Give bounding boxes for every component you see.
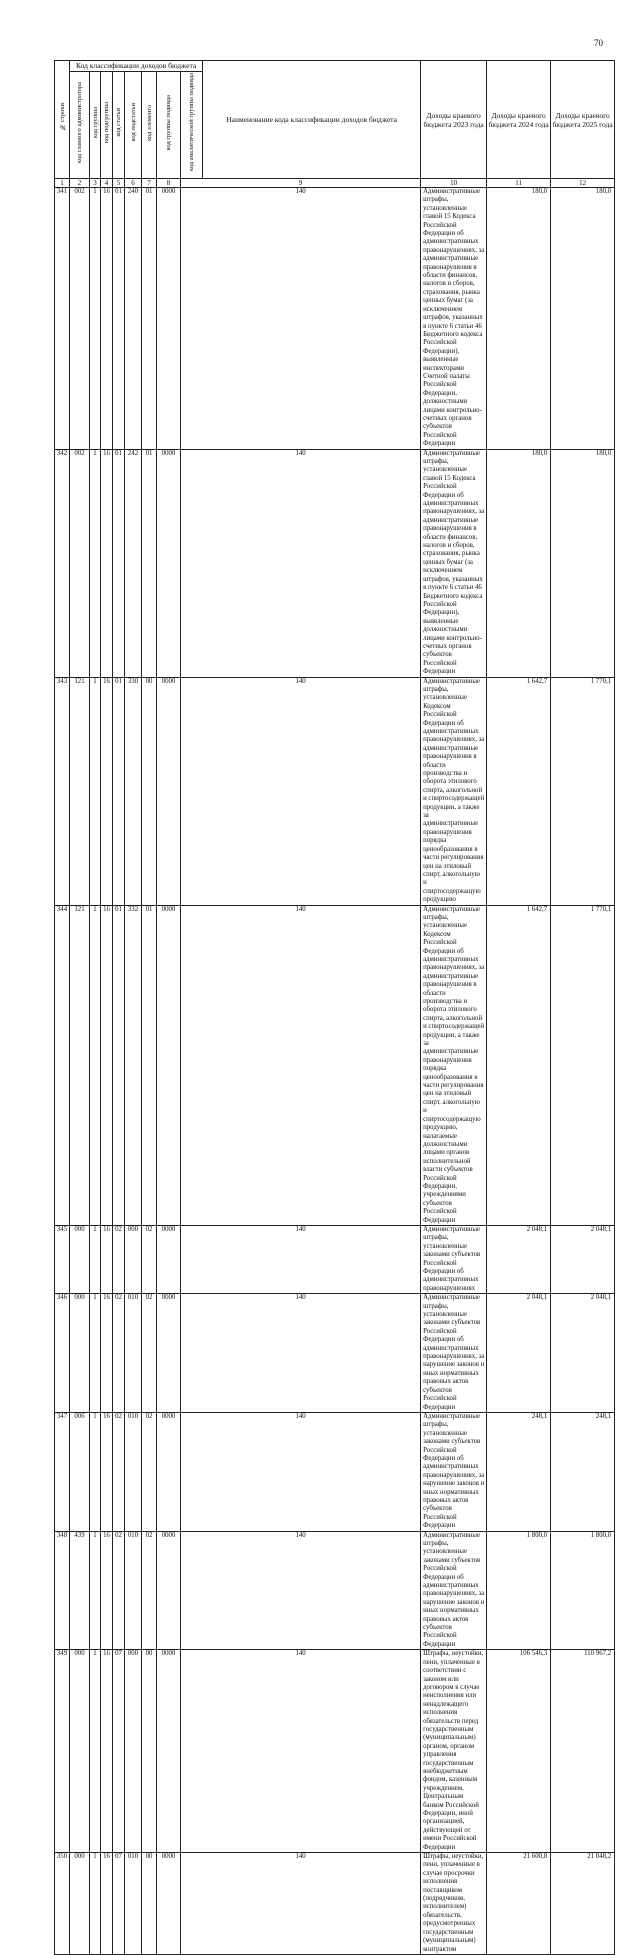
- header-subgroup-code: код подгруппы: [101, 72, 113, 179]
- admin-code: 439: [70, 1531, 90, 1650]
- row-number: 345: [55, 1225, 70, 1293]
- income-name: Административные штрафы, установленные главой 15 Кодекса Российской Федерации об административных правонарушениях, за административные правонарушения в области финансов, налогов и сборов, страхования, рынка ценных бумаг (за исключением штрафов, указанных в пункте 6 статьи 46 Бюджетного кодекса Российской Федерации), выявленные должностными лицами контрольно-счетных органов субъектов Российской Федерации: [421, 449, 487, 677]
- subtype-group-code: 0000: [157, 1853, 181, 1955]
- subgroup-code: 16: [101, 1294, 113, 1413]
- subtype-group-code: 0000: [157, 188, 181, 450]
- header-income-2024: Доходы краевого бюджета 2024 года: [487, 61, 551, 179]
- analytic-group-code: 140: [181, 1531, 421, 1650]
- article-code: 02: [113, 1294, 125, 1413]
- header-subtype-group-code: код группы подвида: [157, 72, 181, 179]
- subtype-group-code: 0000: [157, 1225, 181, 1293]
- article-code: 02: [113, 1412, 125, 1531]
- income-2023: 106 546,3: [487, 1650, 551, 1853]
- income-2024: 21 048,2: [551, 1853, 615, 1955]
- header-admin-code: код главного администратора: [70, 72, 90, 179]
- element-code: 01: [142, 188, 157, 450]
- admin-code: 121: [70, 905, 90, 1225]
- subtype-group-code: 0000: [157, 1294, 181, 1413]
- income-2023: 248,1: [487, 1412, 551, 1531]
- income-2024: 1 770,1: [551, 905, 615, 1225]
- budget-income-table: [54, 60, 615, 1955]
- income-name: Административные штрафы, установленные законами субъектов Российской Федерации об административных правонарушениях, за нарушение законов и иных нормативных правовых актов субъектов Российской Федерации: [421, 1412, 487, 1531]
- admin-code: 000: [70, 1225, 90, 1293]
- table-row: [55, 449, 615, 677]
- income-2023: 180,0: [487, 449, 551, 677]
- group-code: 1: [90, 1531, 101, 1650]
- analytic-group-code: 140: [181, 449, 421, 677]
- analytic-group-code: 140: [181, 905, 421, 1225]
- element-code: 02: [142, 1225, 157, 1293]
- header-name: Наименование кода классификации доходов бюджета: [203, 61, 421, 179]
- income-2023: 1 642,7: [487, 677, 551, 905]
- row-number: 349: [55, 1650, 70, 1853]
- element-code: 02: [142, 1294, 157, 1413]
- subgroup-code: 16: [101, 1853, 113, 1955]
- article-code: 02: [113, 1225, 125, 1293]
- analytic-group-code: 140: [181, 188, 421, 450]
- row-number: 348: [55, 1531, 70, 1650]
- element-code: 02: [142, 1412, 157, 1531]
- header-analytic-group-code: код аналитической группы подвида: [181, 72, 203, 179]
- subarticle-code: 240: [125, 188, 142, 450]
- analytic-group-code: 140: [181, 1294, 421, 1413]
- subarticle-code: 000: [125, 1650, 142, 1853]
- table-row: [55, 1225, 615, 1293]
- group-code: 1: [90, 1650, 101, 1853]
- group-code: 1: [90, 1412, 101, 1531]
- subtype-group-code: 0000: [157, 677, 181, 905]
- group-code: 1: [90, 1225, 101, 1293]
- income-name: Административные штрафы, установленные законами субъектов Российской Федерации об административных правонарушениях: [421, 1225, 487, 1293]
- column-number-row: 1 2 3 4 5 6 7 8 9 10 11 12: [55, 179, 615, 188]
- subtype-group-code: 0000: [157, 905, 181, 1225]
- admin-code: 121: [70, 677, 90, 905]
- subgroup-code: 16: [101, 1412, 113, 1531]
- subarticle-code: 000: [125, 1225, 142, 1293]
- article-code: 07: [113, 1853, 125, 1955]
- table-row: [55, 677, 615, 905]
- header-income-2025: Доходы краевого бюджета 2025 года: [551, 61, 615, 179]
- article-code: 02: [113, 1531, 125, 1650]
- subarticle-code: 010: [125, 1412, 142, 1531]
- table-row: [55, 1531, 615, 1650]
- header-subarticle-code: код подстатьи: [125, 72, 142, 179]
- income-2023: 180,0: [487, 188, 551, 450]
- subtype-group-code: 0000: [157, 449, 181, 677]
- article-code: 07: [113, 1650, 125, 1853]
- income-2024: 110 967,2: [551, 1650, 615, 1853]
- table-row: [55, 1853, 615, 1955]
- subgroup-code: 16: [101, 905, 113, 1225]
- article-code: 01: [113, 905, 125, 1225]
- admin-code: 000: [70, 1853, 90, 1955]
- row-number: 347: [55, 1412, 70, 1531]
- subgroup-code: 16: [101, 1531, 113, 1650]
- analytic-group-code: 140: [181, 677, 421, 905]
- income-name: Административные штрафы, установленные законами субъектов Российской Федерации об административных правонарушениях, за нарушение законов и иных нормативных правовых актов субъектов Российской Федерации: [421, 1294, 487, 1413]
- analytic-group-code: 140: [181, 1225, 421, 1293]
- subtype-group-code: 0000: [157, 1412, 181, 1531]
- group-code: 1: [90, 1853, 101, 1955]
- subgroup-code: 16: [101, 1650, 113, 1853]
- header-group-code: код группы: [90, 72, 101, 179]
- analytic-group-code: 140: [181, 1650, 421, 1853]
- article-code: 01: [113, 188, 125, 450]
- subarticle-code: 010: [125, 1853, 142, 1955]
- row-number: 343: [55, 677, 70, 905]
- subarticle-code: 242: [125, 449, 142, 677]
- income-name: Административные штрафы, установленные главой 15 Кодекса Российской Федерации об административных правонарушениях, за административные правонарушения в области финансов, налогов и сборов, страхования, рынка ценных бумаг (за исключением штрафов, указанных в пункте 6 статьи 46 Бюджетного кодекса Российской Федерации), выявленные инспекторами Счетной палаты Российской Федерации, должностными лицами контрольно-счетных органов субъектов Российской Федерации: [421, 188, 487, 450]
- group-code: 1: [90, 905, 101, 1225]
- subarticle-code: 330: [125, 677, 142, 905]
- table-row: [55, 188, 615, 450]
- income-2024: 1 770,1: [551, 677, 615, 905]
- income-2023: 2 048,1: [487, 1294, 551, 1413]
- row-number: 341: [55, 188, 70, 450]
- element-code: 00: [142, 677, 157, 905]
- income-2023: 1 642,7: [487, 905, 551, 1225]
- page-number: 70: [594, 38, 603, 48]
- income-name: Административные штрафы, установленные Кодексом Российской Федерации об административных правонарушениях, за административные правонарушения в области производства и оборота этилового спирта, алкогольной и спиртосодержащей продукции, а также за административные правонарушения порядка ценообразования в части регулирования цен на этиловый спирт, алкогольную и спиртосодержащую продукцию, налагаемые должностными лицами органов исполнительной власти субъектов Российской Федерации, учреждениями субъектов Российской Федерации: [421, 905, 487, 1225]
- analytic-group-code: 140: [181, 1853, 421, 1955]
- article-code: 01: [113, 449, 125, 677]
- income-2023: 1 800,0: [487, 1531, 551, 1650]
- header-code-group: Код классификации доходов бюджета: [70, 61, 203, 72]
- group-code: 1: [90, 188, 101, 450]
- subgroup-code: 16: [101, 449, 113, 677]
- subgroup-code: 16: [101, 1225, 113, 1293]
- header-element-code: код элемента: [142, 72, 157, 179]
- group-code: 1: [90, 677, 101, 905]
- income-2023: 2 048,1: [487, 1225, 551, 1293]
- table-row: [55, 905, 615, 1225]
- row-number: 346: [55, 1294, 70, 1413]
- element-code: 01: [142, 449, 157, 677]
- element-code: 00: [142, 1650, 157, 1853]
- header-row-no: № строки: [55, 61, 70, 179]
- header-article-code: код статьи: [113, 72, 125, 179]
- income-2024: 2 048,1: [551, 1294, 615, 1413]
- article-code: 01: [113, 677, 125, 905]
- table-row: [55, 1650, 615, 1853]
- income-name: Административные штрафы, установленные законами субъектов Российской Федерации об административных правонарушениях, за нарушение законов и иных нормативных правовых актов субъектов Российской Федерации: [421, 1531, 487, 1650]
- admin-code: 002: [70, 449, 90, 677]
- admin-code: 006: [70, 1412, 90, 1531]
- subtype-group-code: 0000: [157, 1650, 181, 1853]
- income-2023: 21 600,8: [487, 1853, 551, 1955]
- income-name: Административные штрафы, установленные Кодексом Российской Федерации об административных правонарушениях, за административные правонарушения в области производства и оборота этилового спирта, алкогольной и спиртосодержащей продукции, а также за административные правонарушения порядка ценообразования в части регулирования цен на этиловый спирт, алкогольную и спиртосодержащую продукцию: [421, 677, 487, 905]
- admin-code: 000: [70, 1650, 90, 1853]
- element-code: 01: [142, 905, 157, 1225]
- admin-code: 000: [70, 1294, 90, 1413]
- admin-code: 002: [70, 188, 90, 450]
- element-code: 02: [142, 1531, 157, 1650]
- table-row: [55, 1294, 615, 1413]
- income-name: Штрафы, неустойки, пени, уплаченные в соответствии с законом или договором в случае неисполнения или ненадлежащего исполнения обязательств перед государственным (муниципальным) органом, органом управления государственным внебюджетным фондом, казенным учреждением, Центральным банком Российской Федерации, иной организацией, действующей от имени Российской Федерации: [421, 1650, 487, 1853]
- income-2024: 180,0: [551, 188, 615, 450]
- row-number: 342: [55, 449, 70, 677]
- element-code: 00: [142, 1853, 157, 1955]
- subarticle-code: 010: [125, 1531, 142, 1650]
- header-income-2023: Доходы краевого бюджета 2023 года: [421, 61, 487, 179]
- row-number: 344: [55, 905, 70, 1225]
- subarticle-code: 332: [125, 905, 142, 1225]
- subgroup-code: 16: [101, 188, 113, 450]
- income-2024: 1 800,0: [551, 1531, 615, 1650]
- subtype-group-code: 0000: [157, 1531, 181, 1650]
- group-code: 1: [90, 1294, 101, 1413]
- table-row: [55, 1412, 615, 1531]
- group-code: 1: [90, 449, 101, 677]
- income-name: Штрафы, неустойки, пени, уплаченные в случае просрочки исполнения поставщиком (подрядчиком, исполнителем) обязательств, предусмотренных государственным (муниципальным) контрактом: [421, 1853, 487, 1955]
- row-number: 350: [55, 1853, 70, 1955]
- income-2024: 2 048,1: [551, 1225, 615, 1293]
- subarticle-code: 010: [125, 1294, 142, 1413]
- analytic-group-code: 140: [181, 1412, 421, 1531]
- income-2024: 248,1: [551, 1412, 615, 1531]
- subgroup-code: 16: [101, 677, 113, 905]
- income-2024: 180,0: [551, 449, 615, 677]
